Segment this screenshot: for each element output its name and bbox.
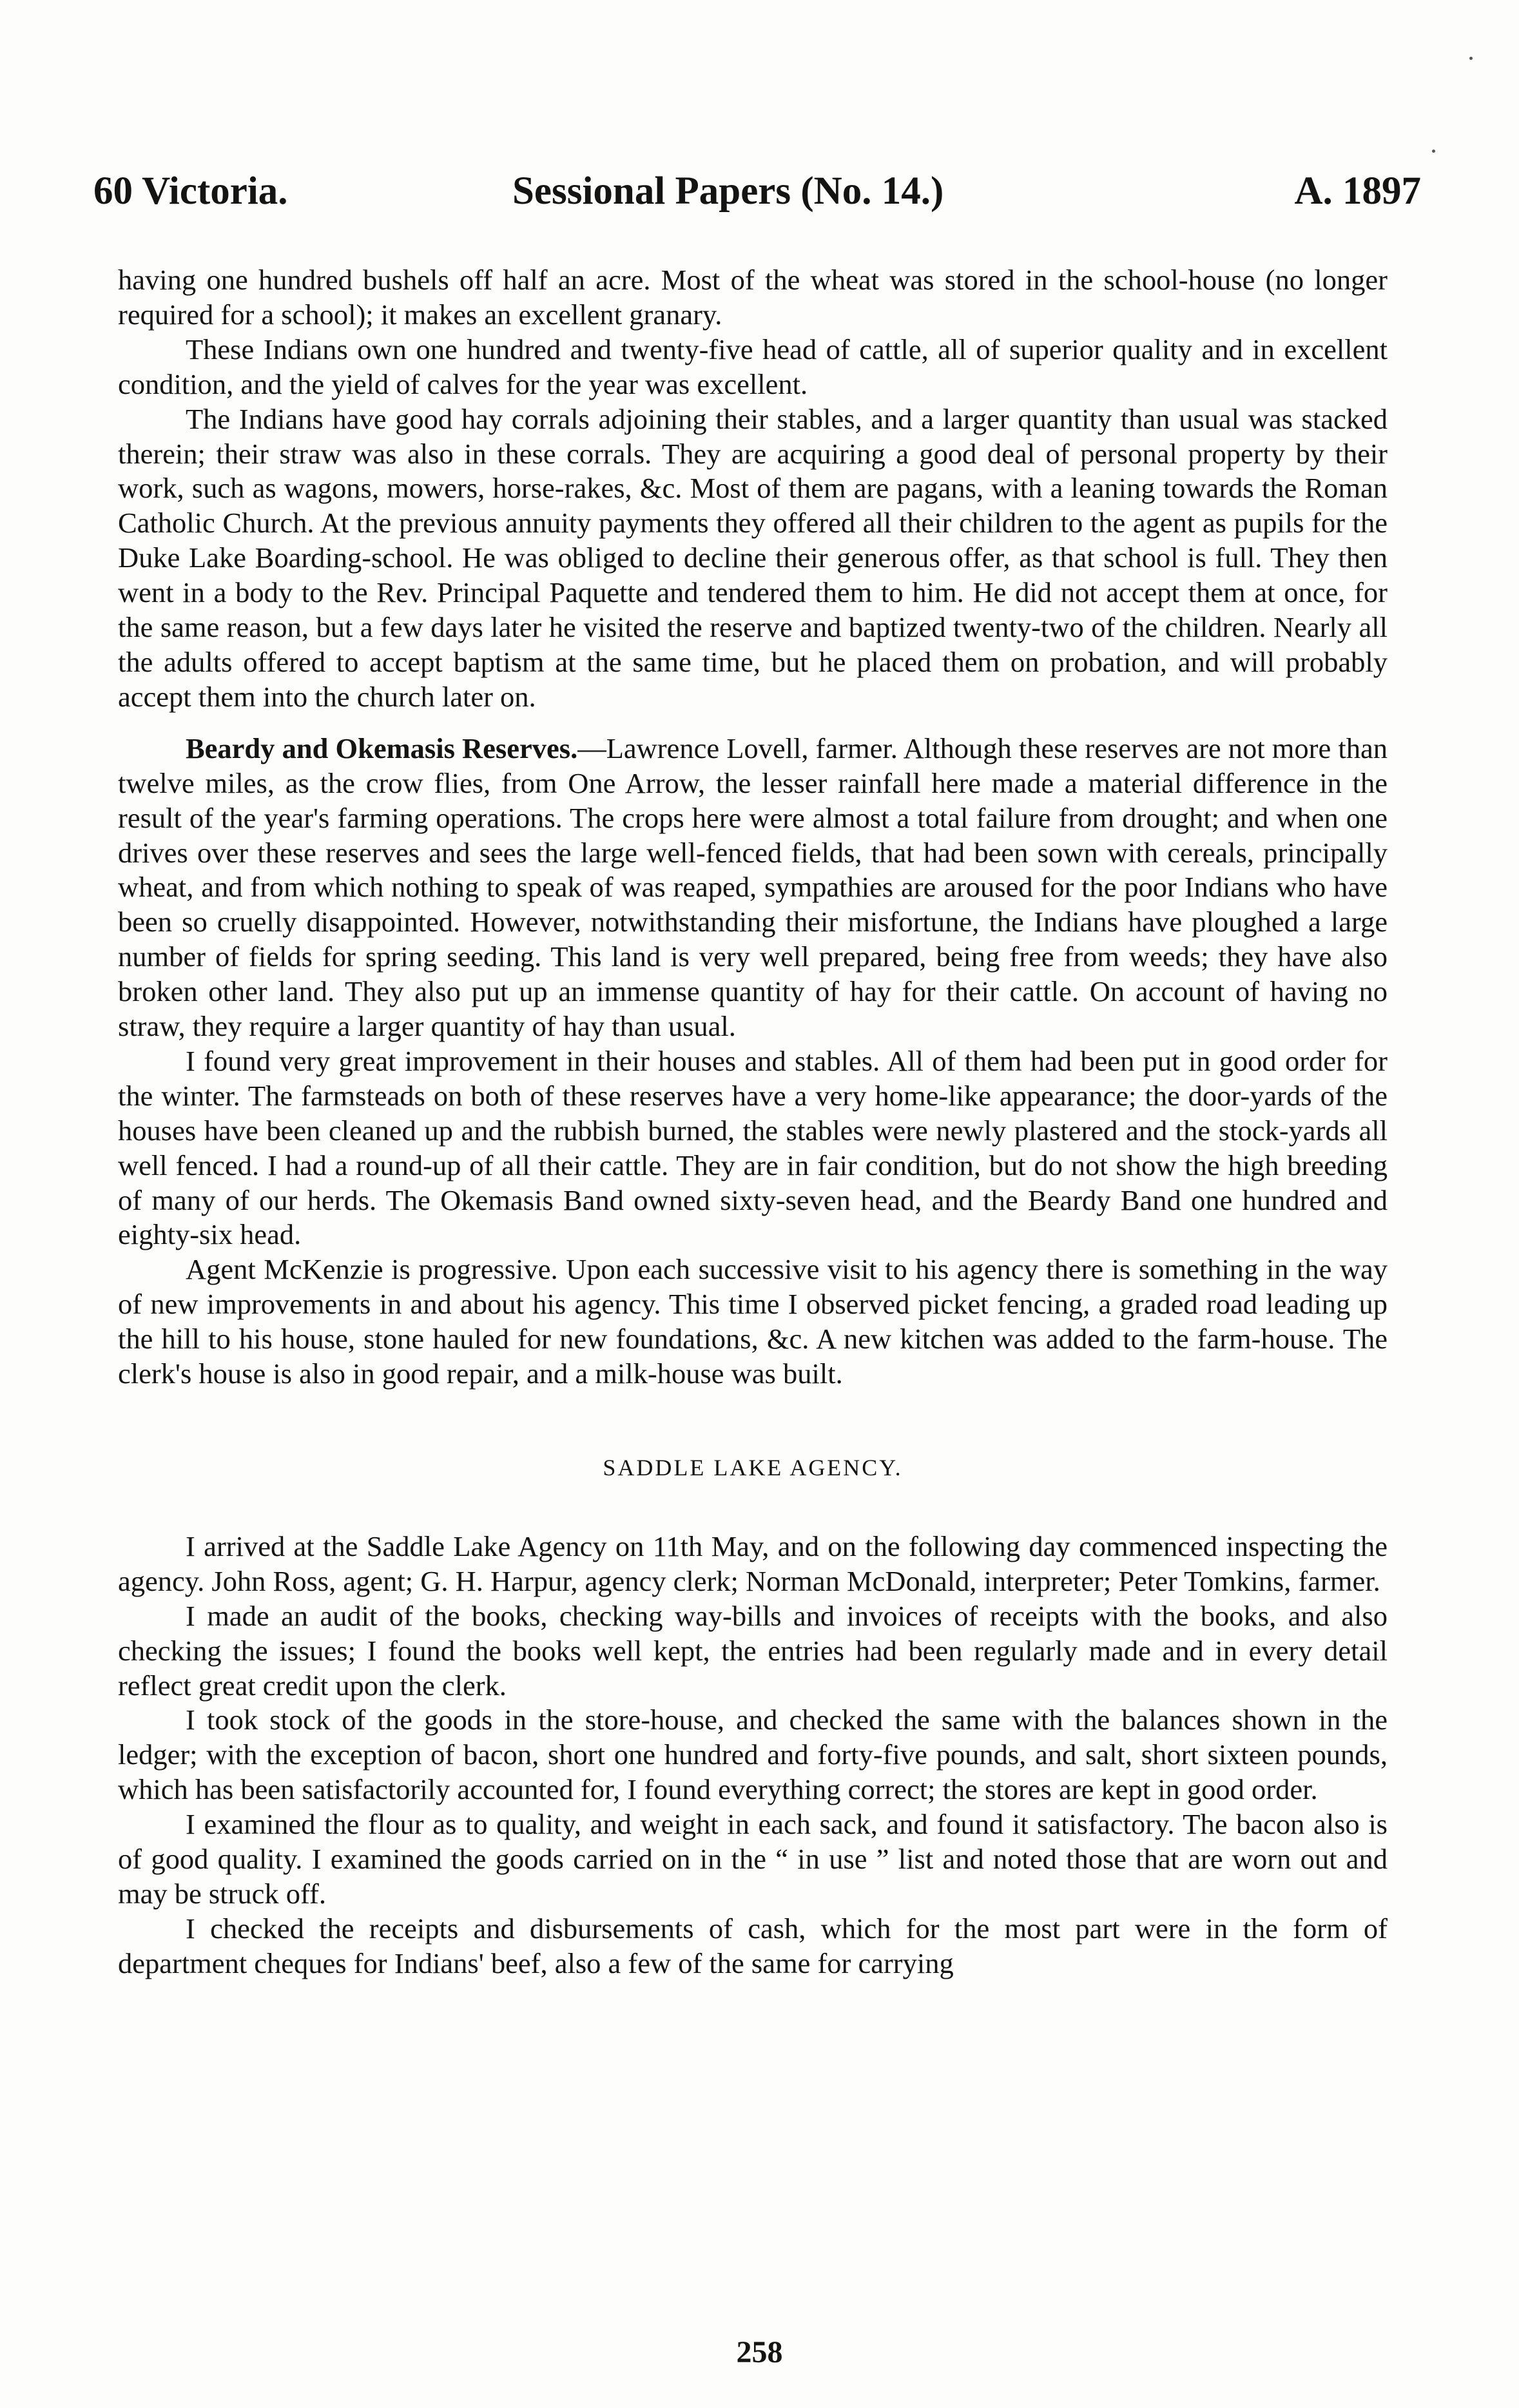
paragraph: I checked the receipts and disbursements of cash, which for the most part were in the form of department cheques for Indians' beef, also a few of the same for carrying: [118, 1912, 1388, 1979]
paragraph: I examined the flour as to quality, and weight in each sack, and found it satisfactory. The bacon also is of good quality. I examined the goods carried on in the “ in use ” list and noted those that are worn out and may be struck off.: [118, 1808, 1388, 1910]
running-header: [93, 169, 1421, 227]
header-year: A. 1897: [1294, 170, 1421, 213]
page-number: 258: [736, 2335, 783, 2369]
section-heading: SADDLE LAKE AGENCY.: [603, 1455, 903, 1481]
scan-speck: [1469, 57, 1473, 60]
paragraph-text: —Lawrence Lovell, farmer. Although these reserves are not more than twelve miles, as the crow flies, from One Arrow, the lesser rainfall here made a material difference in the result of the year's farming operations. The crops here were almost a total failure from drought; and when one drives over these reserves and sees the large well-fenced fields, that had been sown with cereals, principally wheat, and from which nothing to speak of was reaped, sympathies are aroused for the poor Indians who have been so cruelly disappointed. However, notwithstanding their misfortune, the Indians have ploughed a large number of fields for spring seeding. This land is very well prepared, being free from weeds; they have also broken other land. They also put up an immense quantity of hay for their cattle. On account of having no straw, they require a larger quantity of hay than usual.: [118, 732, 1388, 1043]
paragraph: I took stock of the goods in the store-house, and checked the same with the balances shown in the ledger; with the exception of bacon, short one hundred and forty-five pounds, and salt, short sixteen pounds, which has been satisfactorily accounted for, I found everything correct; the stores are kept in good order.: [118, 1704, 1388, 1806]
body-text: [118, 263, 1388, 1981]
paragraph: having one hundred bushels off half an acre. Most of the wheat was stored in the school-house (no longer required for a school); it makes an excellent granary.: [118, 264, 1388, 331]
paragraph: The Indians have good hay corrals adjoining their stables, and a larger quantity than usual was stacked therein; their straw was also in these corrals. They are acquiring a good deal of personal property by their work, such as wagons, mowers, horse-rakes, &c. Most of them are pagans, with a leaning towards the Roman Catholic Church. At the previous annuity payments they offered all their children to the agent as pupils for the Duke Lake Boarding-school. He was obliged to decline their generous offer, as that school is full. They then went in a body to the Rev. Principal Paquette and tendered them to him. He did not accept them at once, for the same reason, but a few days later he visited the reserve and baptized twenty-two of the children. Nearly all the adults offered to accept baptism at the same time, but he placed them on probation, and will probably accept them into the church later on.: [118, 402, 1388, 713]
header-volume: 60 Victoria.: [93, 170, 288, 213]
header-series: Sessional Papers (No. 14.): [512, 170, 944, 213]
paragraph: I arrived at the Saddle Lake Agency on 11th May, and on the following day commenced inspecting the agency. John Ross, agent; G. H. Harpur, agency clerk; Norman McDonald, interpreter; Peter Tomkins, farmer.: [118, 1529, 1388, 1597]
paragraph: I found very great improvement in their houses and stables. All of them had been put in good order for the winter. The farmsteads on both of these reserves have a very home-like appearance; the door-yards of the houses have been cleaned up and the rubbish burned, the stables were newly plastered and the stock-yards all well fenced. I had a round-up of all their cattle. They are in fair condition, but do not show the high breeding of many of our herds. The Okemasis Band owned sixty-seven head, and the Beardy Band one hundred and eighty-six head.: [118, 1044, 1388, 1251]
run-in-heading: Beardy and Okemasis Reserves.: [186, 732, 578, 764]
paragraph-beardy: [118, 732, 1388, 1044]
paragraph: Agent McKenzie is progressive. Upon each successive visit to his agency there is something in the way of new improvements in and about his agency. This time I observed picket fencing, a graded road leading up the hill to his house, stone hauled for new foundations, &c. A new kitchen was added to the farm-house. The clerk's house is also in good repair, and a milk-house was built.: [118, 1253, 1388, 1390]
scan-speck: [1432, 150, 1435, 153]
paragraph: These Indians own one hundred and twenty-five head of cattle, all of superior quality and in excellent condition, and the yield of calves for the year was excellent.: [118, 333, 1388, 400]
paragraph: I made an audit of the books, checking way-bills and invoices of receipts with the books, and also checking the issues; I found the books well kept, the entries had been regularly made and in every detail reflect great credit upon the clerk.: [118, 1599, 1388, 1702]
